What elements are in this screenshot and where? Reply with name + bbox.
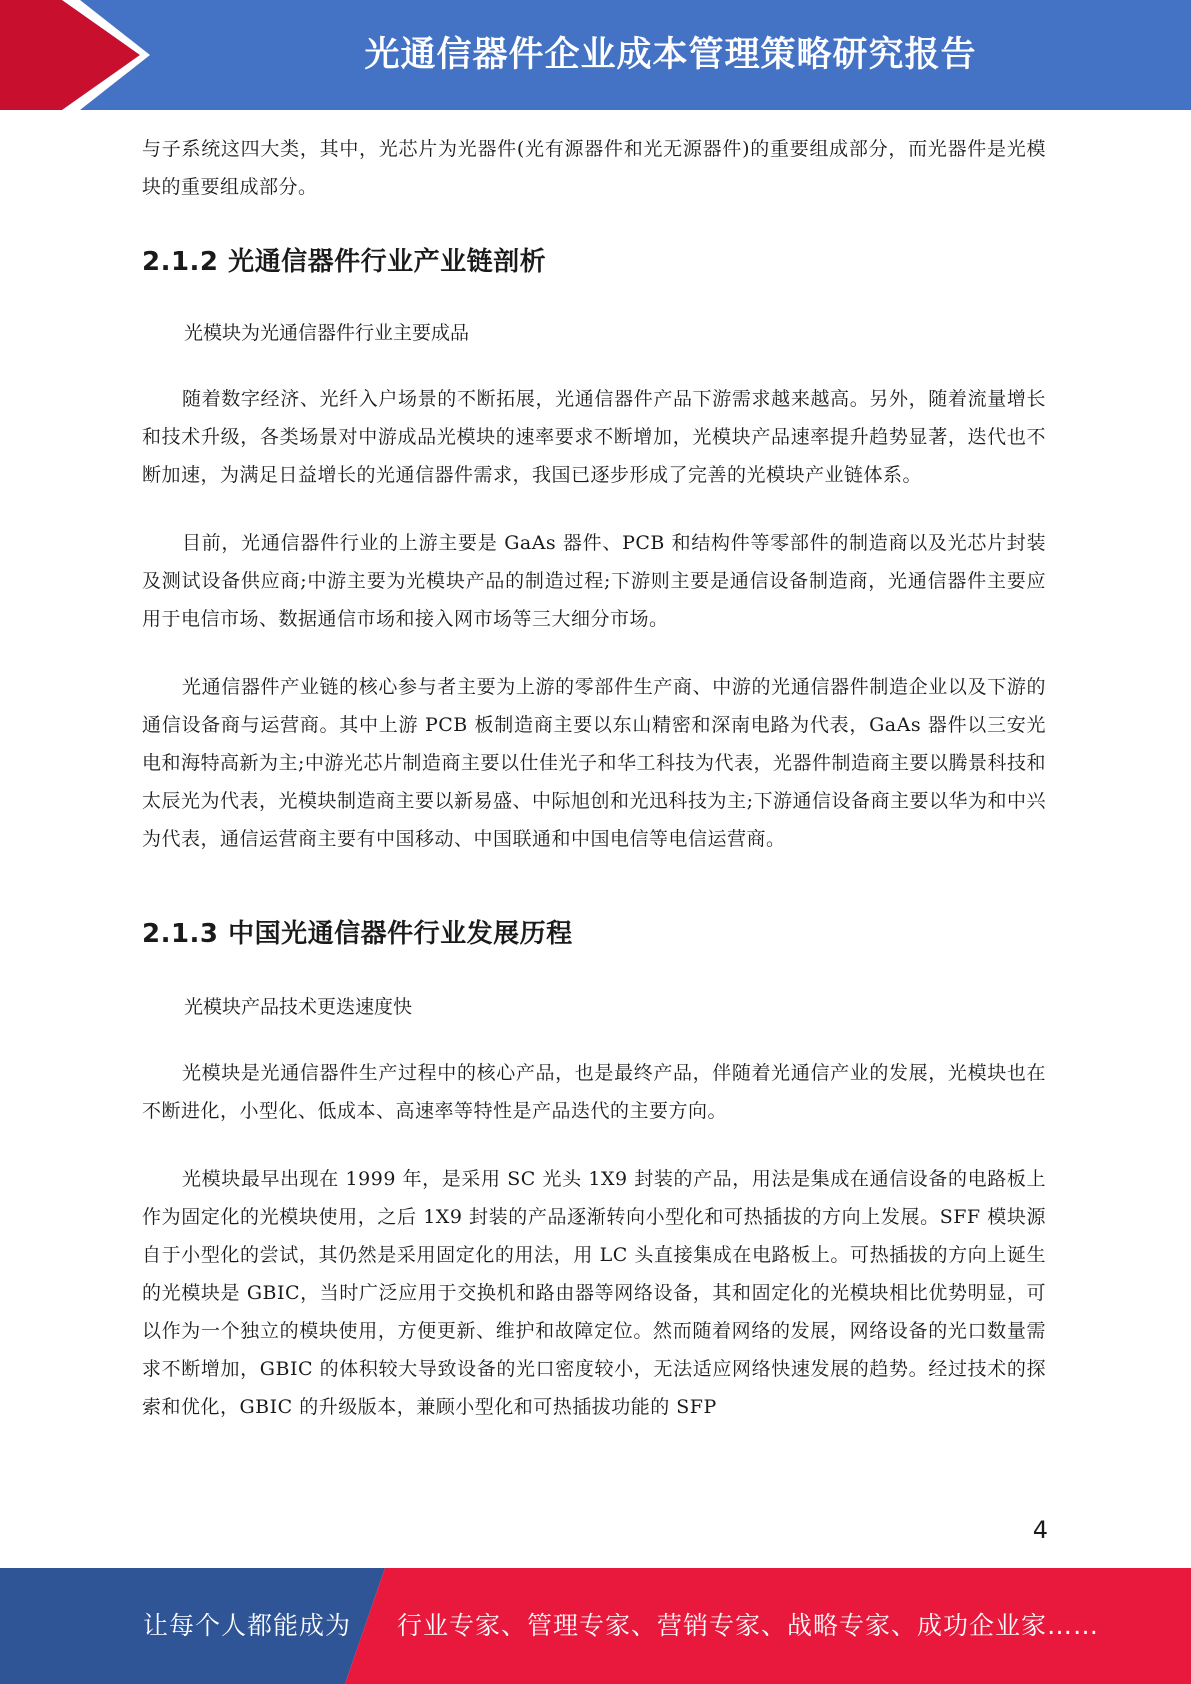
paragraph: 光通信器件产业链的核心参与者主要为上游的零部件生产商、中游的光通信器件制造企业以及下游的通信设备商与运营商。其中上游 PCB 板制造商主要以东山精密和深南电路为代表，GaAs 器件以三安光电和海特高新为主;中游光芯片制造商主要以仕佳光子和华工科技为代表，光器件制造商主要以腾景科技和太辰光为代表，光模块制造商主要以新易盛、中际旭创和光迅科技为主;下游通信设备商主要以华为和中兴为代表，通信运营商主要有中国移动、中国联通和中国电信等电信运营商。 (142, 676, 1046, 850)
header-banner (0, 0, 1191, 110)
header-arrow-icon (0, 0, 160, 110)
footer-slogan-left: 让每个人都能成为 (143, 1611, 352, 1640)
section-subheading-2-1-2: 光模块为光通信器件行业主要成品 (184, 322, 470, 344)
section-heading-2-1-2: 2.1.2 光通信器件行业产业链剖析 (142, 247, 547, 277)
page-content (142, 130, 1046, 1426)
paragraph: 光模块是光通信器件生产过程中的核心产品，也是最终产品，伴随着光通信产业的发展，光模块也在不断进化，小型化、低成本、高速率等特性是产品迭代的主要方向。 (142, 1062, 1046, 1122)
section-heading-2-1-3: 2.1.3 中国光通信器件行业发展历程 (142, 919, 573, 949)
paragraph: 目前，光通信器件行业的上游主要是 GaAs 器件、PCB 和结构件等零部件的制造商以及光芯片封装及测试设备供应商;中游主要为光模块产品的制造过程;下游则主要是通信设备制造商，光通信器件主要应用于电信市场、数据通信市场和接入网市场等三大细分市场。 (142, 532, 1046, 630)
footer-banner (0, 1568, 1191, 1684)
section-subheading-2-1-3: 光模块产品技术更迭速度快 (184, 996, 413, 1018)
page-number: 4 (1032, 1516, 1048, 1544)
paragraph: 随着数字经济、光纤入户场景的不断拓展，光通信器件产品下游需求越来越高。另外，随着流量增长和技术升级，各类场景对中游成品光模块的速率要求不断增加，光模块产品速率提升趋势显著，迭代也不断加速，为满足日益增长的光通信器件需求，我国已逐步形成了完善的光模块产业链体系。 (142, 388, 1046, 486)
paragraph: 光模块最早出现在 1999 年，是采用 SC 光头 1X9 封装的产品，用法是集成在通信设备的电路板上作为固定化的光模块使用，之后 1X9 封装的产品逐渐转向小型化和可热插拔的方向上发展。SFF 模块源自于小型化的尝试，其仍然是采用固定化的用法，用 LC 头直接集成在电路板上。可热插拔的方向上诞生的光模块是 GBIC，当时广泛应用于交换机和路由器等网络设备，其和固定化的光模块相比优势明显，可以作为一个独立的模块使用，方便更新、维护和故障定位。然而随着网络的发展，网络设备的光口数量需求不断增加，GBIC 的体积较大导致设备的光口密度较小，无法适应网络快速发展的趋势。经过技术的探索和优化，GBIC 的升级版本，兼顾小型化和可热插拔功能的 SFP (142, 1168, 1046, 1418)
intro-paragraph: 与子系统这四大类，其中，光芯片为光器件(光有源器件和光无源器件)的重要组成部分，而光器件是光模块的重要组成部分。 (142, 138, 1046, 198)
document-title: 光通信器件企业成本管理策略研究报告 (364, 35, 977, 75)
footer-slogan-right: 行业专家、管理专家、营销专家、战略专家、成功企业家…… (397, 1611, 1100, 1640)
